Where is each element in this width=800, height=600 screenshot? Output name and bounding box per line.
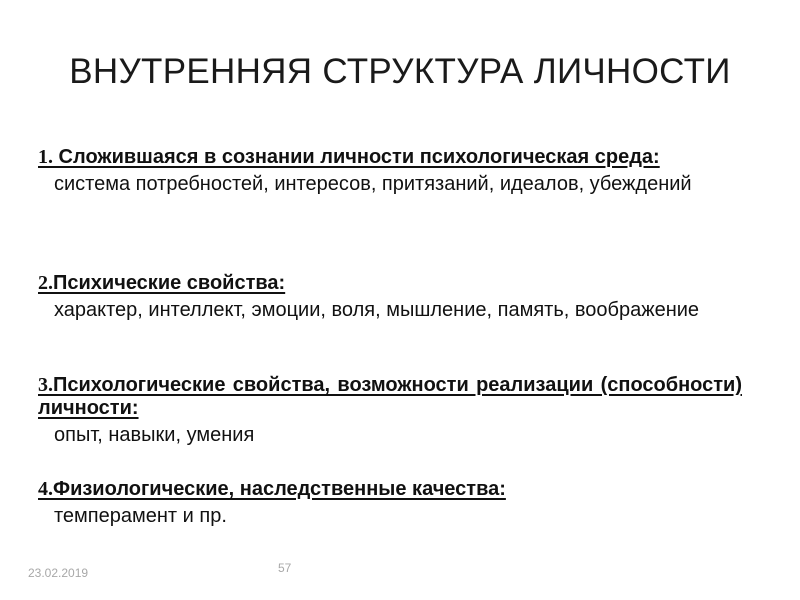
list-item-heading-text: Психологические свойства, возможности реализации (способности) личности: bbox=[38, 374, 742, 419]
list-item-description: темперамент и пр. bbox=[54, 505, 227, 527]
list-item-description: опыт, навыки, умения bbox=[54, 424, 255, 446]
list-item bbox=[38, 272, 742, 322]
list-item-heading bbox=[38, 374, 742, 420]
list-item-heading bbox=[38, 272, 742, 295]
list-item-heading bbox=[38, 146, 742, 169]
list-item-heading bbox=[38, 478, 742, 501]
list-item-description: характер, интеллект, эмоции, воля, мышление, память, воображение bbox=[54, 299, 700, 321]
list-item-heading-text: Сложившаяся в сознании личности психологическая среда: bbox=[53, 146, 660, 168]
list-item-heading-text: Физиологические, наследственные качества: bbox=[53, 478, 506, 500]
list-item bbox=[38, 146, 742, 196]
list-item bbox=[38, 374, 742, 447]
page-number: 57 bbox=[278, 561, 292, 575]
list-item-number: 3. bbox=[38, 374, 53, 396]
list-item-description: система потребностей, интересов, притязаний, идеалов, убеждений bbox=[54, 173, 692, 195]
list-item-heading-text: Психические свойства: bbox=[53, 272, 286, 294]
list-item-number: 1. bbox=[38, 146, 53, 168]
slide-title: ВНУТРЕННЯЯ СТРУКТУРА ЛИЧНОСТИ bbox=[69, 52, 731, 91]
list-item-number: 4. bbox=[38, 478, 53, 500]
footer-date: 23.02.2019 bbox=[28, 566, 89, 580]
list-item bbox=[38, 478, 742, 528]
list-item-number: 2. bbox=[38, 272, 53, 294]
